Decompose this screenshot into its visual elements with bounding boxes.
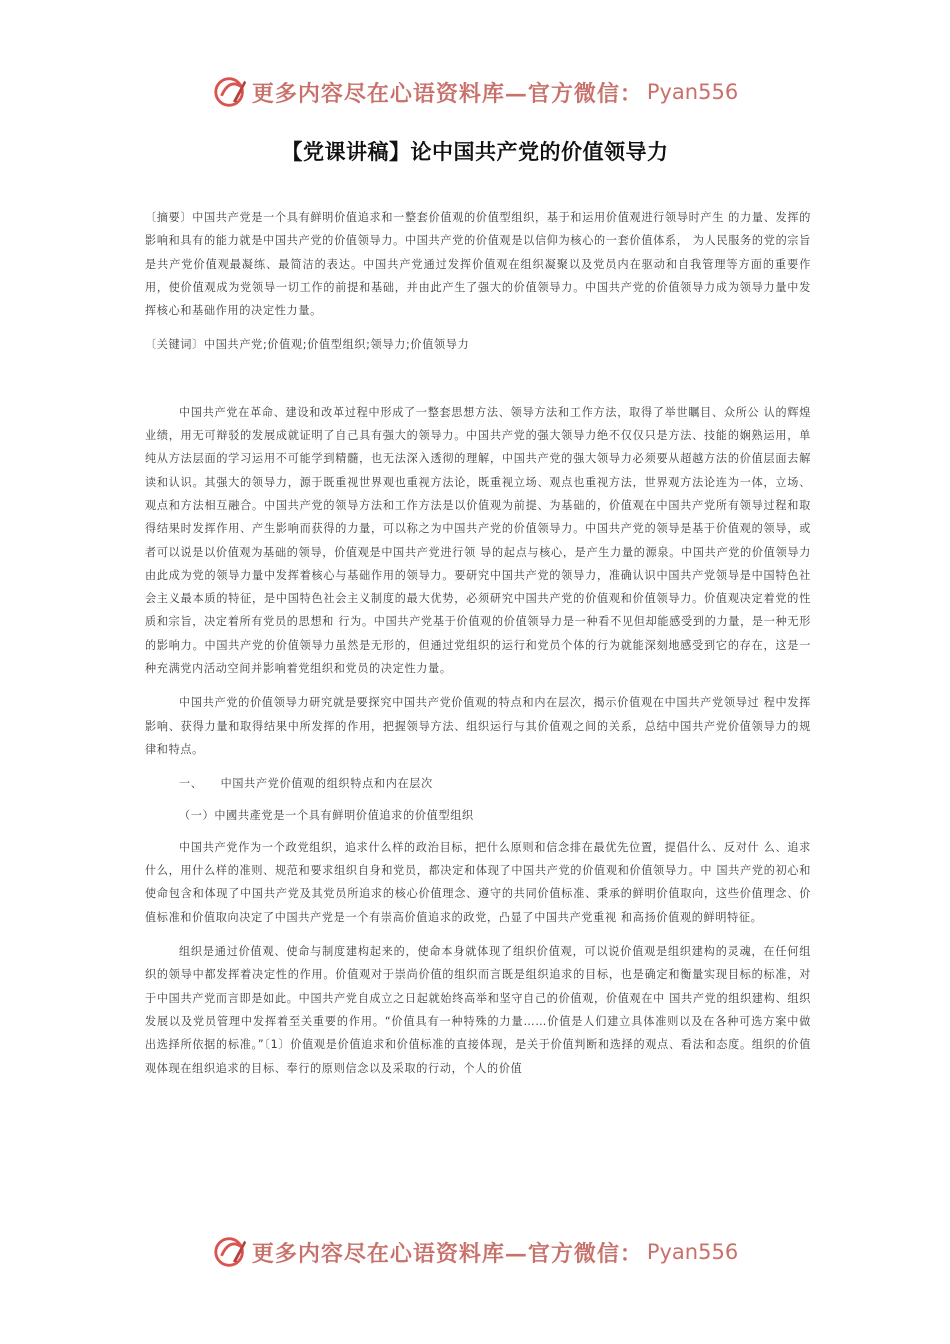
document-title: 【党课讲稿】论中国共产党的价值领导力: [281, 140, 669, 164]
logo-icon: [212, 1233, 250, 1271]
section-heading-1: [145, 772, 811, 795]
body-paragraph-1: 中国共产党在革命、建设和改革过程中形成了一整套思想方法、领导方法和工作方法，取得了举世瞩目、众所公 认的辉煌业绩，用无可辩驳的发展成就证明了自己具有强大的领导力。中国共产党的强大领导力绝不仅仅只是方法、技能的娴熟运用，单纯从方法层面的学习运用不可能学到精髓，也无法深入透彻的理解，中国共产党的强大领导力必须要从超越方法的价值层面去解读和认识。其强大的领导力，源于既重视世界观也重视方法论，既重视立场、观点也重视方法，世界观方法论连为一体，立场、观点和方法相互融合。中国共产党的领导方法和工作方法是以价值观为前提、为基础的，价值观在中国共产党所有领导过程和取得结果时发挥作用、产生影响而获得的力量，可以称之为中国共产党的价值领导力。中国共产党的领导是基于价值观的领导，或者可以说是以价值观为基础的领导，价值观是中国共产党进行领 导的起点与核心，是产生力量的源泉。中国共产党的价值领导力由此成为党的领导力量中发挥着核心与基础作用的领导力。要研究中国共产党的领导力，准确认识中国共产党领导是中国特色社会主义最本质的特征，是中国特色社会主义制度的最大优势，必须研究中国共产党的价值观和价值领导力。价值观决定着党的性质和宗旨，决定着所有党员的思想和 行为。中国共产党基于价值观的价值领导力是一种看不见但却能感受到的力量，是一种无形的影响力。中国共产党的价值领导力虽然是无形的，但通过党组织的运行和党员个体的行为就能深刻地感受到它的存在，这是一种充满党内活动空间并影响着党组织和党员的决定性力量。: [145, 405, 811, 676]
banner-text: 更多内容尽在心语资料库—官方微信：: [251, 80, 643, 107]
section-heading-number: 一、: [179, 777, 203, 791]
header-banner: [0, 72, 950, 112]
document-body: [145, 206, 811, 1080]
section-heading-text: 中国共产党价值观的组织特点和内在层次: [220, 777, 433, 791]
banner-wechat-id: Pyan556: [646, 80, 739, 104]
body-paragraph-3: 中国共产党作为一个政党组织，追求什么样的政治目标，把什么原则和信念排在最优先位置，提倡什么、反对什 么、追求什么，用什么样的准则、规范和要求组织自身和党员，都决定和体现了中国共产党的价值观和价值领导力。中 国共产党的初心和使命包含和体现了中国共产党及其党员所追求的核心价值理念、遵守的共同价值标准、秉承的鲜明价值取向，这些价值理念、价值标准和价值取向决定了中国共产党是一个有崇高价值追求的政党，凸显了中国共产党重视 和高扬价值观的鲜明特征。: [145, 840, 811, 924]
logo-icon: [212, 73, 250, 111]
footer-banner-wechat-id: Pyan556: [646, 1240, 739, 1264]
body-paragraph-4: 组织是通过价值观、使命与制度建构起来的，使命本身就体现了组织价值观，可以说价值观是组织建构的灵魂，在任何组织的领导中都发挥着决定性的作用。价值观对于崇尚价值的组织而言既是组织追求的目标，也是确定和衡量实现目标的标准，对于中国共产党而言即是如此。中国共产党自成立之日起就始终高举和坚守自己的价值观，价值观在中 国共产党的组织建构、组织发展以及党员管理中发挥着至关重要的作用。“价值具有一种特殊的力量……价值是人们建立具体准则以及在各种可选方案中做出选择所依据的标准。”〔1〕价值观是价值追求和价值标准的直接体现，是关于价值判断和选择的观点、看法和态度。组织的价值观体现在组织追求的目标、奉行的原则信念以及采取的行动，个人的价值: [145, 945, 811, 1075]
footer-banner-text: 更多内容尽在心语资料库—官方微信：: [251, 1240, 643, 1267]
keywords-paragraph: 〔关键词〕中国共产党;价值观;价值型组织;领导力;价值领导力: [145, 338, 470, 352]
subsection-heading-1: （一）中國共產党是一个具有鲜明价值追求的价值型组织: [179, 808, 474, 822]
abstract-paragraph: 〔摘要〕中国共产党是一个具有鲜明价值追求和一整套价值观的价值型组织，基于和运用价值观进行领导时产生 的力量、发挥的影响和具有的能力就是中国共产党的价值领导力。中国共产党的价值观是以信仰为核心的一套价值体系， 为人民服务的党的宗旨是共产党价值观最凝练、最简洁的表达。中国共产党通过发挥价值观在组织凝聚以及党员内在驱动和自我管理等方面的重要作用，使价值观成为党领导一切工作的前提和基础，并由此产生了强大的价值领导力。中国共产党的价值领导力成为领导力量中发挥核心和基础作用的决定性力量。: [145, 211, 811, 318]
body-paragraph-2: 中国共产党的价值领导力研究就是要探究中国共产党价值观的特点和内在层次，揭示价值观在中国共产党领导过 程中发挥影响、获得力量和取得结果中所发挥的作用，把握领导方法、组织运行与其价值观之间的关系，总结中国共产党价值领导力的规律和特点。: [145, 696, 811, 756]
footer-banner: [0, 1232, 950, 1272]
